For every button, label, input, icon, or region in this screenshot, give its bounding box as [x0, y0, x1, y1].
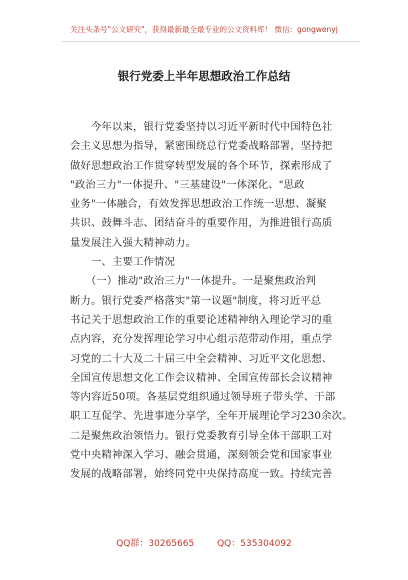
body-line: 共识、鼓舞斗志、团结奋斗的重要作用，为推进银行高质 [70, 217, 333, 230]
section-heading: 一、主要工作情况 [70, 256, 175, 269]
footer-qq-group: QQ群：30265665 [116, 539, 195, 549]
body-line: 业务"一体融合，有效发挥思想政治工作统一思想、凝聚 [70, 198, 327, 211]
body-line: 职工互促学、先进事迹分享学，全年开展理论学习230余次。 [70, 410, 353, 423]
body-line: 发展的战略部署，始终同党中央保持高度一致。持续完善 [70, 468, 333, 481]
body-line: 全国宣传思想文化工作会议精神、全国宣传部长会议精神 [70, 371, 333, 384]
body-line: 断力。银行党委严格落实"第一议题"制度，将习近平总 [70, 294, 322, 307]
footer-qq: QQ：535304092 [217, 539, 292, 549]
body-line: （一）推动"政治三力"一体提升。一是聚焦政治判 [70, 275, 317, 288]
document-body [70, 118, 360, 485]
body-line: 党中央精神深入学习、融会贯通，深刻领会党和国家事业 [70, 449, 333, 462]
body-line: 二是聚焦政治领悟力。银行党委教育引导全体干部职工对 [70, 429, 333, 442]
document-title: 银行党委上半年思想政治工作总结 [117, 69, 291, 83]
body-line: 等内容近50项。各基层党组织通过领导班子带头学、干部 [70, 391, 336, 404]
body-line: 点内容，充分发挥理论学习中心组示范带动作用，重点学 [70, 333, 333, 346]
body-line: 习党的二十大及二十届三中全会精神、习近平文化思想、 [70, 352, 333, 365]
footer-contact [0, 536, 408, 549]
header-promo-note: 关注头条号"公文研究"，获得最新最全最专业的公文资料库！ 微信：gongwenyj [70, 25, 338, 34]
header-divider [62, 41, 360, 42]
body-line: 书记关于思想政治工作的重要论述精神纳入理论学习的重 [70, 313, 333, 326]
body-line: "政治三力"一体提升、"三基建设"一体深化、"思政 [70, 178, 305, 191]
body-line: 今年以来，银行党委坚持以习近平新时代中国特色社 [70, 121, 333, 133]
body-line: 量发展注入强大精神动力。 [70, 236, 196, 249]
body-line: 做好思想政治工作贯穿转型发展的各个环节，探索形成了 [70, 159, 333, 172]
body-line: 会主义思想为指导，紧密围绕总行党委战略部署，坚持把 [70, 140, 333, 153]
